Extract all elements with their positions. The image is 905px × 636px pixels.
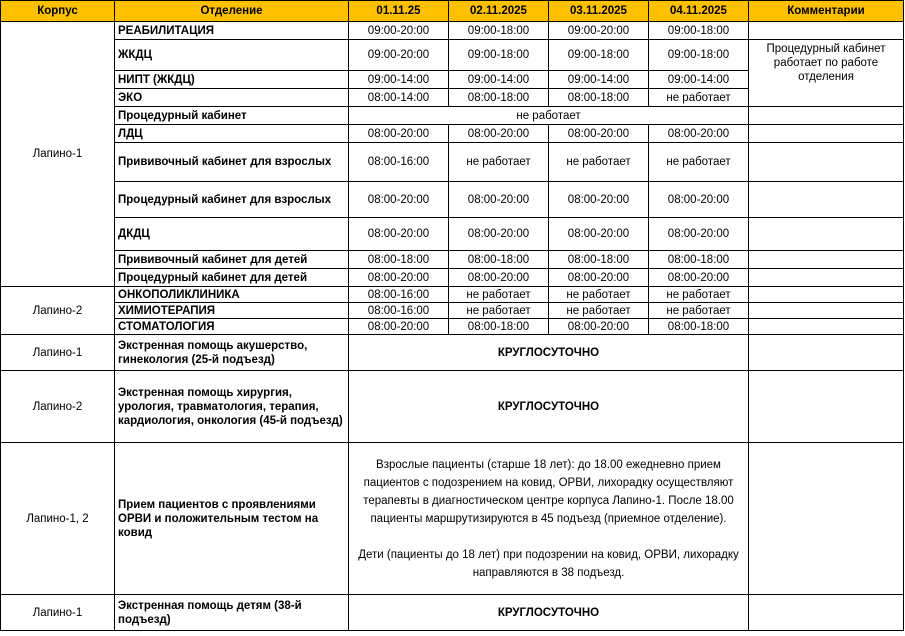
time-cell[interactable]: не работает	[649, 143, 749, 182]
covid-adults-text: Взрослые пациенты (старше 18 лет): до 18.00 ежедневно прием пациентов с подозрением на ковид, ОРВИ, лихорадку осуществляют терапевты в диагностическом центре корпуса Лапино-1. После 18.00 пациенты маршрутизируются в 45 подъезд (приемное отделение).	[363, 458, 734, 525]
table-row	[1, 107, 904, 125]
table-row	[1, 319, 904, 335]
dept-cell[interactable]: Экстренная помощь хирургия, урология, травматология, терапия, кардиология, онкология (45-й подъезд)	[115, 371, 349, 443]
time-cell[interactable]: 09:00-14:00	[349, 71, 449, 89]
time-cell[interactable]: 08:00-18:00	[549, 251, 649, 269]
time-cell[interactable]: 08:00-18:00	[449, 89, 549, 107]
time-cell[interactable]: 08:00-20:00	[349, 218, 449, 251]
time-cell[interactable]: 09:00-18:00	[649, 22, 749, 40]
time-cell[interactable]: 09:00-18:00	[549, 40, 649, 71]
dept-cell[interactable]: ДКДЦ	[115, 218, 349, 251]
around-the-clock-cell[interactable]: КРУГЛОСУТОЧНО	[349, 335, 749, 371]
time-cell[interactable]: 08:00-20:00	[349, 319, 449, 335]
comment-cell[interactable]	[749, 125, 904, 143]
header-row	[1, 1, 904, 22]
comment-cell[interactable]	[749, 107, 904, 125]
table-row	[1, 125, 904, 143]
around-the-clock-cell[interactable]: КРУГЛОСУТОЧНО	[349, 371, 749, 443]
korpus-cell[interactable]: Лапино-1, 2	[1, 443, 115, 595]
comment-cell[interactable]	[749, 143, 904, 182]
time-cell[interactable]: 08:00-16:00	[349, 143, 449, 182]
header-korpus[interactable]: Корпус	[1, 1, 115, 22]
comment-cell[interactable]	[749, 182, 904, 218]
dept-cell[interactable]: Процедурный кабинет	[115, 107, 349, 125]
comment-cell[interactable]	[749, 269, 904, 287]
time-cell[interactable]: не работает	[649, 303, 749, 319]
time-cell[interactable]: 08:00-20:00	[449, 218, 549, 251]
time-cell[interactable]: 08:00-18:00	[649, 251, 749, 269]
comment-cell[interactable]	[749, 22, 904, 40]
comment-cell[interactable]	[749, 251, 904, 269]
table-row	[1, 443, 904, 595]
time-cell[interactable]: 08:00-18:00	[649, 319, 749, 335]
comment-cell[interactable]	[749, 287, 904, 303]
time-cell[interactable]: 08:00-16:00	[349, 287, 449, 303]
time-cell[interactable]: 09:00-20:00	[349, 22, 449, 40]
dept-cell[interactable]: РЕАБИЛИТАЦИЯ	[115, 22, 349, 40]
dept-cell[interactable]: Прививочный кабинет для детей	[115, 251, 349, 269]
time-cell[interactable]: не работает	[549, 143, 649, 182]
dept-cell[interactable]: Экстренная помощь детям (38-й подъезд)	[115, 595, 349, 631]
time-cell[interactable]: не работает	[449, 303, 549, 319]
table-row	[1, 335, 904, 371]
header-date-2[interactable]: 02.11.2025	[449, 1, 549, 22]
time-cell[interactable]: не работает	[449, 287, 549, 303]
table-row	[1, 218, 904, 251]
comment-cell[interactable]	[749, 218, 904, 251]
time-cell[interactable]: 08:00-20:00	[649, 218, 749, 251]
covid-note-cell[interactable]	[349, 443, 749, 595]
korpus-cell[interactable]: Лапино-1	[1, 595, 115, 631]
dept-cell[interactable]: Процедурный кабинет для взрослых	[115, 182, 349, 218]
table-row	[1, 287, 904, 303]
table-row	[1, 22, 904, 40]
time-cell[interactable]: 08:00-20:00	[349, 125, 449, 143]
header-date-1[interactable]: 01.11.25	[349, 1, 449, 22]
dept-cell[interactable]: Прием пациентов с проявлениями ОРВИ и положительным тестом на ковид	[115, 443, 349, 595]
time-cell[interactable]: 08:00-20:00	[649, 182, 749, 218]
time-cell[interactable]: не работает	[649, 89, 749, 107]
korpus-cell[interactable]: Лапино-1	[1, 22, 115, 287]
comment-cell[interactable]	[749, 319, 904, 335]
table-row	[1, 303, 904, 319]
header-date-3[interactable]: 03.11.2025	[549, 1, 649, 22]
time-cell[interactable]: 08:00-20:00	[549, 182, 649, 218]
dept-cell[interactable]: Прививочный кабинет для взрослых	[115, 143, 349, 182]
table-row	[1, 182, 904, 218]
paragraph-gap	[355, 528, 742, 546]
time-cell[interactable]: не работает	[549, 287, 649, 303]
time-cell[interactable]: 08:00-20:00	[549, 125, 649, 143]
korpus-cell[interactable]: Лапино-2	[1, 371, 115, 443]
dept-cell[interactable]: Экстренная помощь акушерство, гинекология (25-й подъезд)	[115, 335, 349, 371]
time-cell[interactable]: 08:00-20:00	[449, 125, 549, 143]
time-cell[interactable]: 09:00-14:00	[649, 71, 749, 89]
time-cell[interactable]: не работает	[549, 303, 649, 319]
time-cell[interactable]: 08:00-18:00	[449, 251, 549, 269]
dept-cell[interactable]: ЛДЦ	[115, 125, 349, 143]
dept-cell[interactable]: НИПТ (ЖКДЦ)	[115, 71, 349, 89]
table-row	[1, 40, 904, 71]
time-cell[interactable]: 08:00-14:00	[349, 89, 449, 107]
time-cell[interactable]: 08:00-18:00	[549, 89, 649, 107]
time-cell[interactable]: 08:00-20:00	[349, 182, 449, 218]
korpus-cell[interactable]: Лапино-2	[1, 287, 115, 335]
dept-cell[interactable]: ЖКДЦ	[115, 40, 349, 71]
time-cell[interactable]: 09:00-18:00	[449, 22, 549, 40]
time-cell[interactable]: 08:00-20:00	[449, 182, 549, 218]
comment-cell[interactable]	[749, 371, 904, 443]
time-cell[interactable]: 09:00-14:00	[449, 71, 549, 89]
time-cell[interactable]: 08:00-20:00	[649, 269, 749, 287]
time-cell[interactable]: не работает	[649, 287, 749, 303]
table-row	[1, 595, 904, 631]
comment-cell[interactable]	[749, 335, 904, 371]
comment-cell[interactable]	[749, 595, 904, 631]
table-row	[1, 371, 904, 443]
time-cell[interactable]: 09:00-20:00	[349, 40, 449, 71]
dept-cell[interactable]: ОНКОПОЛИКЛИНИКА	[115, 287, 349, 303]
time-cell[interactable]: 09:00-20:00	[549, 22, 649, 40]
header-date-4[interactable]: 04.11.2025	[649, 1, 749, 22]
time-cell[interactable]: 09:00-18:00	[649, 40, 749, 71]
comment-cell[interactable]	[749, 443, 904, 595]
time-cell[interactable]: 08:00-20:00	[549, 269, 649, 287]
header-comments[interactable]: Комментарии	[749, 1, 904, 22]
header-otdelenie[interactable]: Отделение	[115, 1, 349, 22]
merged-status-cell[interactable]: не работает	[349, 107, 749, 125]
dept-cell[interactable]: Процедурный кабинет для детей	[115, 269, 349, 287]
comment-cell[interactable]: Процедурный кабинет работает по работе отделения	[749, 40, 904, 107]
table-row	[1, 251, 904, 269]
time-cell[interactable]: 08:00-20:00	[549, 218, 649, 251]
dept-cell[interactable]: СТОМАТОЛОГИЯ	[115, 319, 349, 335]
time-cell[interactable]: 09:00-18:00	[449, 40, 549, 71]
time-cell[interactable]: 08:00-18:00	[449, 319, 549, 335]
comment-cell[interactable]	[749, 303, 904, 319]
dept-cell[interactable]: ЭКО	[115, 89, 349, 107]
around-the-clock-cell[interactable]: КРУГЛОСУТОЧНО	[349, 595, 749, 631]
time-cell[interactable]: 08:00-20:00	[649, 125, 749, 143]
time-cell[interactable]: 08:00-20:00	[449, 269, 549, 287]
time-cell[interactable]: 09:00-14:00	[549, 71, 649, 89]
time-cell[interactable]: 08:00-20:00	[549, 319, 649, 335]
time-cell[interactable]: 08:00-16:00	[349, 303, 449, 319]
table-row	[1, 269, 904, 287]
time-cell[interactable]: не работает	[449, 143, 549, 182]
dept-cell[interactable]: ХИМИОТЕРАПИЯ	[115, 303, 349, 319]
covid-children-text: Дети (пациенты до 18 лет) при подозрении на ковид, ОРВИ, лихорадку направляются в 38 подъезд.	[358, 548, 739, 579]
time-cell[interactable]: 08:00-20:00	[349, 269, 449, 287]
korpus-cell[interactable]: Лапино-1	[1, 335, 115, 371]
time-cell[interactable]: 08:00-18:00	[349, 251, 449, 269]
table-row	[1, 143, 904, 182]
